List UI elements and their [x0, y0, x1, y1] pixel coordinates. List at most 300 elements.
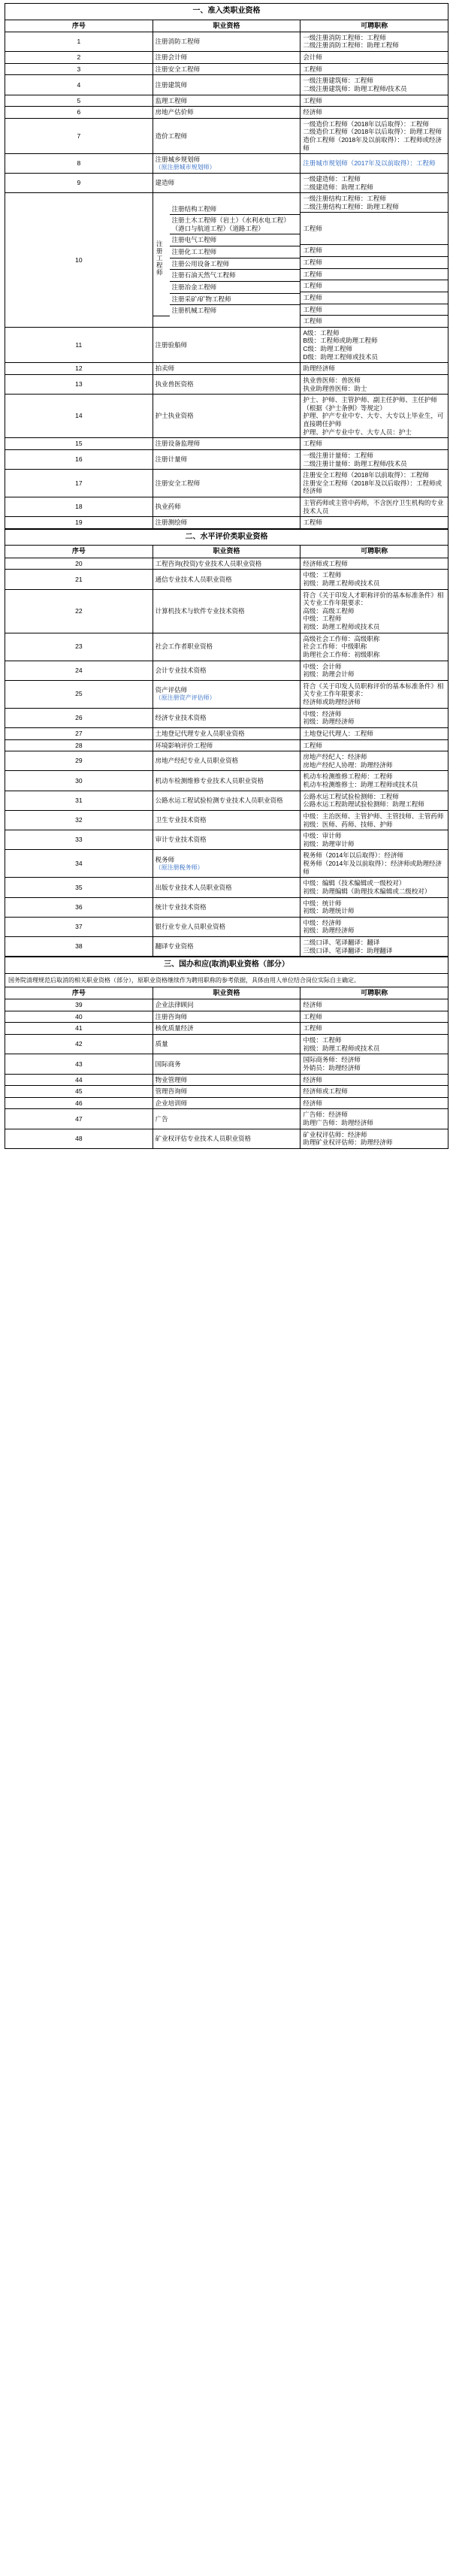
row-qualification: 计算机技术与软件专业技术资格	[153, 589, 300, 633]
title-line: 房地产经纪人协理：助理经济师	[303, 760, 393, 769]
sub-title: 工程师	[300, 268, 448, 280]
row-titles	[300, 374, 448, 394]
row-no: 10	[5, 193, 153, 328]
row-no: 25	[5, 680, 153, 708]
row-no: 16	[5, 449, 153, 469]
row-qualification: 执业兽医资格	[153, 374, 300, 394]
row-titles	[300, 173, 448, 192]
row-no: 38	[5, 937, 153, 957]
row-no: 20	[5, 558, 153, 570]
row-qualification: 翻译专业资格	[153, 937, 300, 957]
row-qualification: 核优质量经济	[153, 1023, 300, 1035]
sub-qualification: 注册石油天然气工程师	[170, 270, 300, 282]
qualification-note: （原注册资产评估师）	[155, 694, 216, 701]
title-line: 护理、护产专业中专、大专、大专以上毕业生，可直接聘任护师	[303, 412, 444, 428]
row-titles	[300, 470, 448, 497]
row-qualification: 注册安全工程师	[153, 63, 300, 75]
row-no: 13	[5, 374, 153, 394]
title-line: 助理广告师：助理经济师	[303, 1119, 373, 1127]
title-line: 初级：助理经济师	[303, 927, 355, 935]
qualification-label: 注册城乡规划师	[155, 156, 201, 164]
row-qualification: 注册建筑师	[153, 75, 300, 95]
row-qualification: 卫生专业技术资格	[153, 810, 300, 830]
row-qualification: 注册咨询师	[153, 1011, 300, 1023]
row-qualification: 建造师	[153, 173, 300, 192]
title-line: 助理社会工作师：初级职称	[303, 650, 380, 658]
title-line: 护理、护产专业中专、大专人员：护士	[303, 428, 412, 436]
table-row	[5, 771, 448, 791]
section-2-title: 二、水平评价类职业资格	[5, 529, 448, 546]
row-qualification: 机动车检测维修专业技术人员职业资格	[153, 771, 300, 791]
title-line: 执业助理兽医师：助士	[303, 384, 367, 392]
table-row	[5, 470, 448, 497]
row-no: 1	[5, 32, 153, 51]
title-line: 机动车检测维修士：助理工程师或技术员	[303, 781, 418, 788]
row-no: 26	[5, 708, 153, 727]
row-no: 3	[5, 63, 153, 75]
row-no: 8	[5, 154, 153, 174]
row-qualification: 房地产估价师	[153, 107, 300, 119]
row-qualification: 监理工程师	[153, 95, 300, 107]
table-row	[5, 589, 448, 633]
row-no: 40	[5, 1011, 153, 1023]
title-line: 初级：助理会计师	[303, 670, 355, 679]
row-no: 27	[5, 727, 153, 739]
table-row	[5, 1074, 448, 1086]
row-no: 28	[5, 739, 153, 751]
column-header-no: 序号	[5, 987, 153, 999]
title-line: 中级：编辑（技术编辑或一级校对）	[303, 879, 406, 887]
row-titles	[300, 154, 448, 174]
column-header-no: 序号	[5, 546, 153, 558]
row-titles	[300, 570, 448, 589]
row-titles	[300, 1109, 448, 1129]
title-line: 三级口译、笔译翻译：助理翻译	[303, 946, 393, 954]
row-qualification: 工程咨询(投资)专业技术人员职业资格	[153, 558, 300, 570]
table-row	[5, 751, 448, 771]
qualification-note: （原注册税务师）	[155, 863, 204, 871]
column-header-qualification: 职业资格	[153, 546, 300, 558]
title-line: 注册安全工程师（2018年以前取得）：工程师	[303, 471, 429, 479]
title-line: 中级：审计师	[303, 832, 342, 840]
row-titles	[300, 917, 448, 936]
row-qualification: 环境影响评价工程师	[153, 739, 300, 751]
title-line: 符合《关于印发人员职称评价的基本标准条件》相关专业工作年限要求：	[303, 682, 444, 698]
row-no: 4	[5, 75, 153, 95]
row-no: 48	[5, 1129, 153, 1148]
title-line: 一级注册消防工程师：工程师	[303, 33, 386, 41]
title-line: 助理矿业权评估师：助理经济师	[303, 1138, 393, 1147]
table-row	[5, 63, 448, 75]
table-row	[5, 850, 448, 878]
row-titles	[300, 1035, 448, 1054]
row-titles	[300, 771, 448, 791]
row-titles	[300, 1129, 448, 1148]
title-line: 一级注册结构工程师：工程师	[303, 195, 386, 203]
title-line: 初级：助理工程师或技术员	[303, 623, 380, 630]
table-row	[5, 739, 448, 751]
row-no: 45	[5, 1086, 153, 1098]
sub-title: 工程师	[300, 292, 448, 304]
title-line: 一级建造师：工程师	[303, 174, 361, 183]
row-no: 46	[5, 1097, 153, 1109]
row-qualification: 土地登记代理专业人员职业资格	[153, 727, 300, 739]
table-row	[5, 708, 448, 727]
row-titles: 工程师	[300, 438, 448, 450]
sub-title: 工程师	[300, 316, 448, 327]
title-line: 高级：高级工程师	[303, 606, 355, 615]
sub-title	[300, 193, 448, 213]
row-qualification: 注册安全工程师	[153, 470, 300, 497]
table-row	[5, 438, 448, 450]
title-line: 执业兽医师：兽医师	[303, 376, 361, 384]
title-line: 二级注册建筑师：助理工程师/技术员	[303, 84, 407, 92]
row-qualification: 统计专业技术资格	[153, 897, 300, 917]
row-no: 11	[5, 327, 153, 363]
title-line: B级：工程师或助理工程师	[303, 337, 378, 345]
title-line: 护士、护师、主管护师、副主任护师、主任护师（根据《护士条例》等规定）	[303, 396, 437, 412]
table-row	[5, 810, 448, 830]
row-titles	[300, 680, 448, 708]
row-no: 31	[5, 791, 153, 810]
title-line: 外销员：助理经济师	[303, 1063, 361, 1072]
table-row	[5, 897, 448, 917]
title-line: 二级注册计量师：助理工程师/技术员	[303, 459, 407, 467]
title-line: 社会工作师：中级职称	[303, 642, 367, 651]
title-line: 一级造价工程师（2018年以后取得）：工程师	[303, 119, 429, 128]
table-row	[5, 680, 448, 708]
row-titles	[300, 395, 448, 438]
table-row	[5, 75, 448, 95]
table-row	[5, 878, 448, 897]
column-header-qualification: 职业资格	[153, 987, 300, 999]
title-line: C级：助理工程师	[303, 345, 352, 352]
title-line: 中级：主治医师、主管护师、主管技师、主管药师	[303, 812, 444, 820]
section-1-table	[5, 3, 448, 529]
row-qualification: 物业管理师	[153, 1074, 300, 1086]
row-titles	[300, 118, 448, 154]
row-titles: 主管药师或主管中药师，不含医疗卫生机构的专业技术人员	[300, 497, 448, 517]
column-header-qualification: 职业资格	[153, 20, 300, 32]
table-row	[5, 32, 448, 51]
row-qualification: 经济专业技术资格	[153, 708, 300, 727]
row-titles: 经济师或工程师	[300, 1086, 448, 1098]
row-titles: 工程师	[300, 95, 448, 107]
title-line: 中级：经济师	[303, 918, 342, 927]
row-titles	[300, 75, 448, 95]
table-row	[5, 633, 448, 661]
table-row	[5, 374, 448, 394]
title-line: 经济师或助理经济师	[303, 698, 361, 706]
row-qualification: 注册验船师	[153, 327, 300, 363]
row-titles: 会计师	[300, 52, 448, 64]
section-1-header-row	[5, 20, 448, 32]
table-row	[5, 999, 448, 1011]
table-row	[5, 173, 448, 192]
title-line: 税务师（2014年以后取得）：经济师	[303, 851, 403, 860]
table-row	[5, 1097, 448, 1109]
sub-title: 工程师	[300, 245, 448, 257]
table-row	[5, 937, 448, 957]
row-qualification: 护士执业资格	[153, 395, 300, 438]
column-header-title: 可聘职称	[300, 546, 448, 558]
qualification-label: 税务师	[155, 856, 175, 863]
title-line: 中级：工程师	[303, 615, 342, 623]
title-line: 房地产经纪人：经济师	[303, 753, 367, 761]
row-qualification	[153, 850, 300, 878]
row-no: 42	[5, 1035, 153, 1054]
title-line: 二级造价工程师（2018年以后取得）：助理工程师	[303, 128, 442, 136]
title-line: 公路水运工程助理试验检测师：助理工程师	[303, 800, 424, 809]
row-qualification-group	[153, 193, 300, 328]
row-qualification: 出版专业技术人员职业资格	[153, 878, 300, 897]
row-titles: 经济师	[300, 1097, 448, 1109]
title-line: 初级：助理工程师或技术员	[303, 579, 380, 587]
row-titles: 工程师	[300, 517, 448, 529]
row-qualification: 通信专业技术人员职业资格	[153, 570, 300, 589]
table-row	[5, 1054, 448, 1074]
row-titles	[300, 1054, 448, 1074]
row-qualification: 企业法律顾问	[153, 999, 300, 1011]
title-line: 二级注册消防工程师：助理工程师	[303, 41, 399, 50]
row-no: 41	[5, 1023, 153, 1035]
title-line: 中级：会计师	[303, 662, 342, 670]
title-line: 初级：助理审计师	[303, 839, 355, 848]
row-no: 34	[5, 850, 153, 878]
row-no: 30	[5, 771, 153, 791]
section-1-title: 一、准入类职业资格	[5, 4, 448, 20]
table-row	[5, 1023, 448, 1035]
row-no: 43	[5, 1054, 153, 1074]
row-no: 14	[5, 395, 153, 438]
row-qualification: 矿业权评估专业技术人员职业资格	[153, 1129, 300, 1148]
title-line: 注册城市规划师（2017年及以前取得）：工程师	[303, 159, 436, 168]
table-row	[5, 830, 448, 850]
row-titles	[300, 32, 448, 51]
row-qualification: 国际商务	[153, 1054, 300, 1074]
row-no: 39	[5, 999, 153, 1011]
row-titles	[300, 751, 448, 771]
sub-qualification: 注册公用设备工程师	[170, 258, 300, 270]
table-row	[5, 917, 448, 936]
row-qualification: 质量	[153, 1035, 300, 1054]
title-line: 二级口译、笔译翻译：翻译	[303, 939, 380, 946]
row-titles-group	[300, 193, 448, 328]
title-line: 中级：工程师	[303, 571, 342, 579]
row-titles: 经济师或工程师	[300, 558, 448, 570]
row-qualification	[153, 680, 300, 708]
row-titles	[300, 449, 448, 469]
row-qualification	[153, 154, 300, 174]
row-titles: 工程师	[300, 739, 448, 751]
row-qualification: 社会工作者职业资格	[153, 633, 300, 661]
title-line: A级：工程师	[303, 328, 340, 337]
row-no: 15	[5, 438, 153, 450]
row-qualification: 公路水运工程试验检测专业技术人员职业资格	[153, 791, 300, 810]
row-titles: 经济师	[300, 1074, 448, 1086]
row-titles	[300, 830, 448, 850]
title-line: 一级注册建筑师：工程师	[303, 77, 373, 85]
title-line: 国际商务师：经济师	[303, 1056, 361, 1064]
table-row-group-10	[5, 193, 448, 328]
table-row	[5, 1035, 448, 1054]
row-titles	[300, 897, 448, 917]
table-row	[5, 52, 448, 64]
title-line: 注册安全工程师（2018年及以后取得）：工程师或经济师	[303, 479, 442, 495]
table-row	[5, 661, 448, 680]
title-line: 造价工程师（2018年及以前取得）：工程师或经济师	[303, 136, 442, 152]
row-no: 33	[5, 830, 153, 850]
sub-qualification: 注册土木工程师（岩土）（水利水电工程）（港口与航道工程）（道路工程）	[170, 215, 300, 234]
title-line: 初级：助理统计师	[303, 907, 355, 915]
row-no: 7	[5, 118, 153, 154]
section-2-table	[5, 529, 448, 957]
row-no: 9	[5, 173, 153, 192]
sub-title: 工程师	[300, 257, 448, 269]
row-qualification: 注册消防工程师	[153, 32, 300, 51]
section-2-header-row	[5, 546, 448, 558]
row-no: 18	[5, 497, 153, 517]
row-qualification: 造价工程师	[153, 118, 300, 154]
row-no: 29	[5, 751, 153, 771]
sub-qualification: 注册冶金工程师	[170, 281, 300, 293]
title-line: 符合《关于印发人才职称评价的基本标准条件》相关专业工作年限要求：	[303, 591, 444, 607]
title-line: 税务师（2014年及以前取得）：经济师或助理经济师	[303, 860, 442, 875]
row-titles	[300, 791, 448, 810]
row-qualification: 银行业专业人员职业资格	[153, 917, 300, 936]
table-row	[5, 363, 448, 375]
row-no: 12	[5, 363, 153, 375]
row-qualification: 执业药师	[153, 497, 300, 517]
column-header-title: 可聘职称	[300, 987, 448, 999]
table-row	[5, 395, 448, 438]
row-no: 21	[5, 570, 153, 589]
row-qualification: 会计专业技术资格	[153, 661, 300, 680]
title-line: 一级注册计量师：工程师	[303, 451, 373, 459]
row-no: 17	[5, 470, 153, 497]
table-row	[5, 570, 448, 589]
qualification-label: 资产评估师	[155, 686, 188, 694]
sub-title: 工程师	[300, 280, 448, 292]
row-no: 44	[5, 1074, 153, 1086]
row-titles: 经济师	[300, 999, 448, 1011]
row-titles: 工程师	[300, 1023, 448, 1035]
sub-qualification: 注册结构工程师	[170, 204, 300, 215]
table-row	[5, 118, 448, 154]
nested-title-table	[300, 193, 448, 327]
row-qualification: 注册测绘师	[153, 517, 300, 529]
sub-qualification: 注册采矿/矿物工程师	[170, 293, 300, 305]
nested-qualification-table	[153, 204, 300, 317]
row-no: 37	[5, 917, 153, 936]
table-row	[5, 1109, 448, 1129]
title-line: 初级：助理编辑（助理技术编辑或二级校对）	[303, 887, 431, 895]
table-row	[5, 1129, 448, 1148]
sub-qualification: 注册电气工程师	[170, 234, 300, 246]
table-row	[5, 449, 448, 469]
table-row	[5, 727, 448, 739]
row-qualification: 注册会计师	[153, 52, 300, 64]
title-line: 中级：统计师	[303, 899, 342, 907]
row-titles	[300, 878, 448, 897]
sub-title: 工程师	[300, 213, 448, 245]
row-titles: 土地登记代理人：工程师	[300, 727, 448, 739]
row-no: 6	[5, 107, 153, 119]
column-header-title: 可聘职称	[300, 20, 448, 32]
row-titles	[300, 589, 448, 633]
row-titles	[300, 708, 448, 727]
row-no: 47	[5, 1109, 153, 1129]
row-no: 35	[5, 878, 153, 897]
document-page	[0, 0, 453, 1158]
table-row	[5, 497, 448, 517]
table-row	[5, 327, 448, 363]
row-titles	[300, 937, 448, 957]
table-row	[5, 107, 448, 119]
section-3-header-row	[5, 987, 448, 999]
row-no: 36	[5, 897, 153, 917]
title-line: 二级注册结构工程师：助理工程师	[303, 202, 399, 210]
row-titles: 工程师	[300, 1011, 448, 1023]
section-3-title: 三、国办和应(取消)职业资格（部分）	[5, 957, 448, 974]
row-titles: 助理经济师	[300, 363, 448, 375]
row-no: 32	[5, 810, 153, 830]
row-titles	[300, 850, 448, 878]
title-line: 初级：助理经济师	[303, 718, 355, 726]
row-qualification: 管理咨询师	[153, 1086, 300, 1098]
row-titles	[300, 810, 448, 830]
sub-qualification: 注册化工工程师	[170, 246, 300, 259]
title-line: 二级建造师：助理工程师	[303, 183, 373, 191]
title-line: D级：助理工程师或技术员	[303, 352, 378, 361]
table-row	[5, 791, 448, 810]
table-row	[5, 517, 448, 529]
title-line: 矿业权评估师：经济师	[303, 1130, 367, 1138]
row-no: 5	[5, 95, 153, 107]
row-no: 22	[5, 589, 153, 633]
row-titles: 经济师	[300, 107, 448, 119]
row-qualification: 注册计量师	[153, 449, 300, 469]
row-no: 2	[5, 52, 153, 64]
row-qualification: 广告	[153, 1109, 300, 1129]
row-qualification: 企业培训师	[153, 1097, 300, 1109]
table-row	[5, 95, 448, 107]
row-qualification: 拍卖师	[153, 363, 300, 375]
column-header-no: 序号	[5, 20, 153, 32]
row-titles	[300, 633, 448, 661]
row-qualification: 房地产经纪专业人员职业资格	[153, 751, 300, 771]
table-row	[5, 1011, 448, 1023]
row-titles	[300, 327, 448, 363]
title-line: 初级：助理工程师或技术员	[303, 1044, 380, 1052]
table-row	[5, 154, 448, 174]
table-row	[5, 558, 448, 570]
title-line: 中级：经济师	[303, 709, 342, 718]
row-no: 23	[5, 633, 153, 661]
title-line: 广告师：经济师	[303, 1111, 348, 1119]
title-line: 初级：医师、药师、技师、护师	[303, 820, 393, 828]
section-3-table	[5, 957, 448, 1149]
title-line: 公路水运工程试验检测师：工程师	[303, 792, 399, 800]
row-titles	[300, 661, 448, 680]
row-qualification: 审计专业技术资格	[153, 830, 300, 850]
group-vertical-label: 注册工程师	[153, 204, 170, 316]
title-line: 中级：工程师	[303, 1036, 342, 1045]
title-line: 高级社会工作师：高级职称	[303, 634, 380, 642]
row-no: 24	[5, 661, 153, 680]
qualification-note: （原注册城市规划师）	[155, 163, 216, 171]
table-row	[5, 1086, 448, 1098]
